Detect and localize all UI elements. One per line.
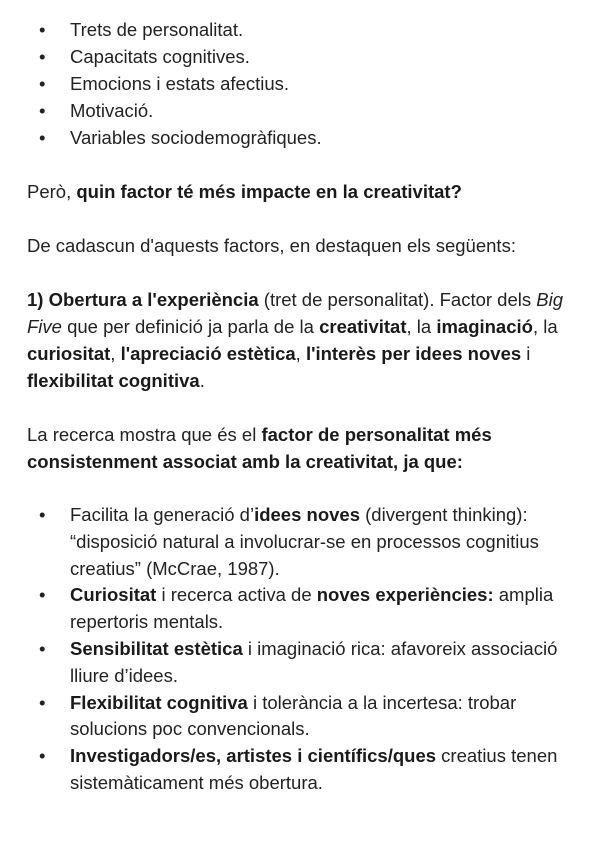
question-paragraph: Però, quin factor té més impacte en la creativitat? bbox=[27, 181, 462, 202]
intro-paragraph: De cadascun d'aquests factors, en destaquen els següents: bbox=[27, 235, 516, 256]
reasons-list bbox=[27, 502, 574, 797]
list-item: • Emocions i estats afectius. bbox=[27, 70, 574, 97]
list-item: • Motivació. bbox=[27, 97, 574, 124]
list-item: • Capacitats cognitives. bbox=[27, 43, 574, 70]
list-item: • Curiositat i recerca activa de noves experiències: amplia repertoris mentals. bbox=[27, 582, 574, 636]
list-item: • Investigadors/es, artistes i científics/ques creatius tenen sistemàticament més obertura. bbox=[27, 743, 574, 797]
list-item: • Facilita la generació d’idees noves (divergent thinking): “disposició natural a involucrar-se en processos cognitius creatius” (McCrae, 1987). bbox=[27, 502, 574, 582]
factor-list bbox=[27, 16, 574, 151]
list-item: • Variables sociodemogràfiques. bbox=[27, 124, 574, 151]
list-item: • Sensibilitat estètica i imaginació rica: afavoreix associació lliure d’idees. bbox=[27, 636, 574, 690]
list-item: • Flexibilitat cognitiva i tolerància a la incertesa: trobar solucions poc convencionals. bbox=[27, 690, 574, 744]
list-item: • Trets de personalitat. bbox=[27, 16, 574, 43]
question-bold: quin factor té més impacte en la creativitat? bbox=[76, 181, 462, 202]
research-paragraph: La recerca mostra que és el factor de personalitat més consistenment associat amb la creativitat, ja que: bbox=[27, 424, 492, 472]
factor-paragraph: 1) Obertura a l'experiència (tret de personalitat). Factor dels Big Five que per definició ja parla de la creativitat, la imaginació, la curiositat, l'apreciació estètica, l'interès per idees noves i flexibilitat cognitiva. bbox=[27, 289, 564, 391]
